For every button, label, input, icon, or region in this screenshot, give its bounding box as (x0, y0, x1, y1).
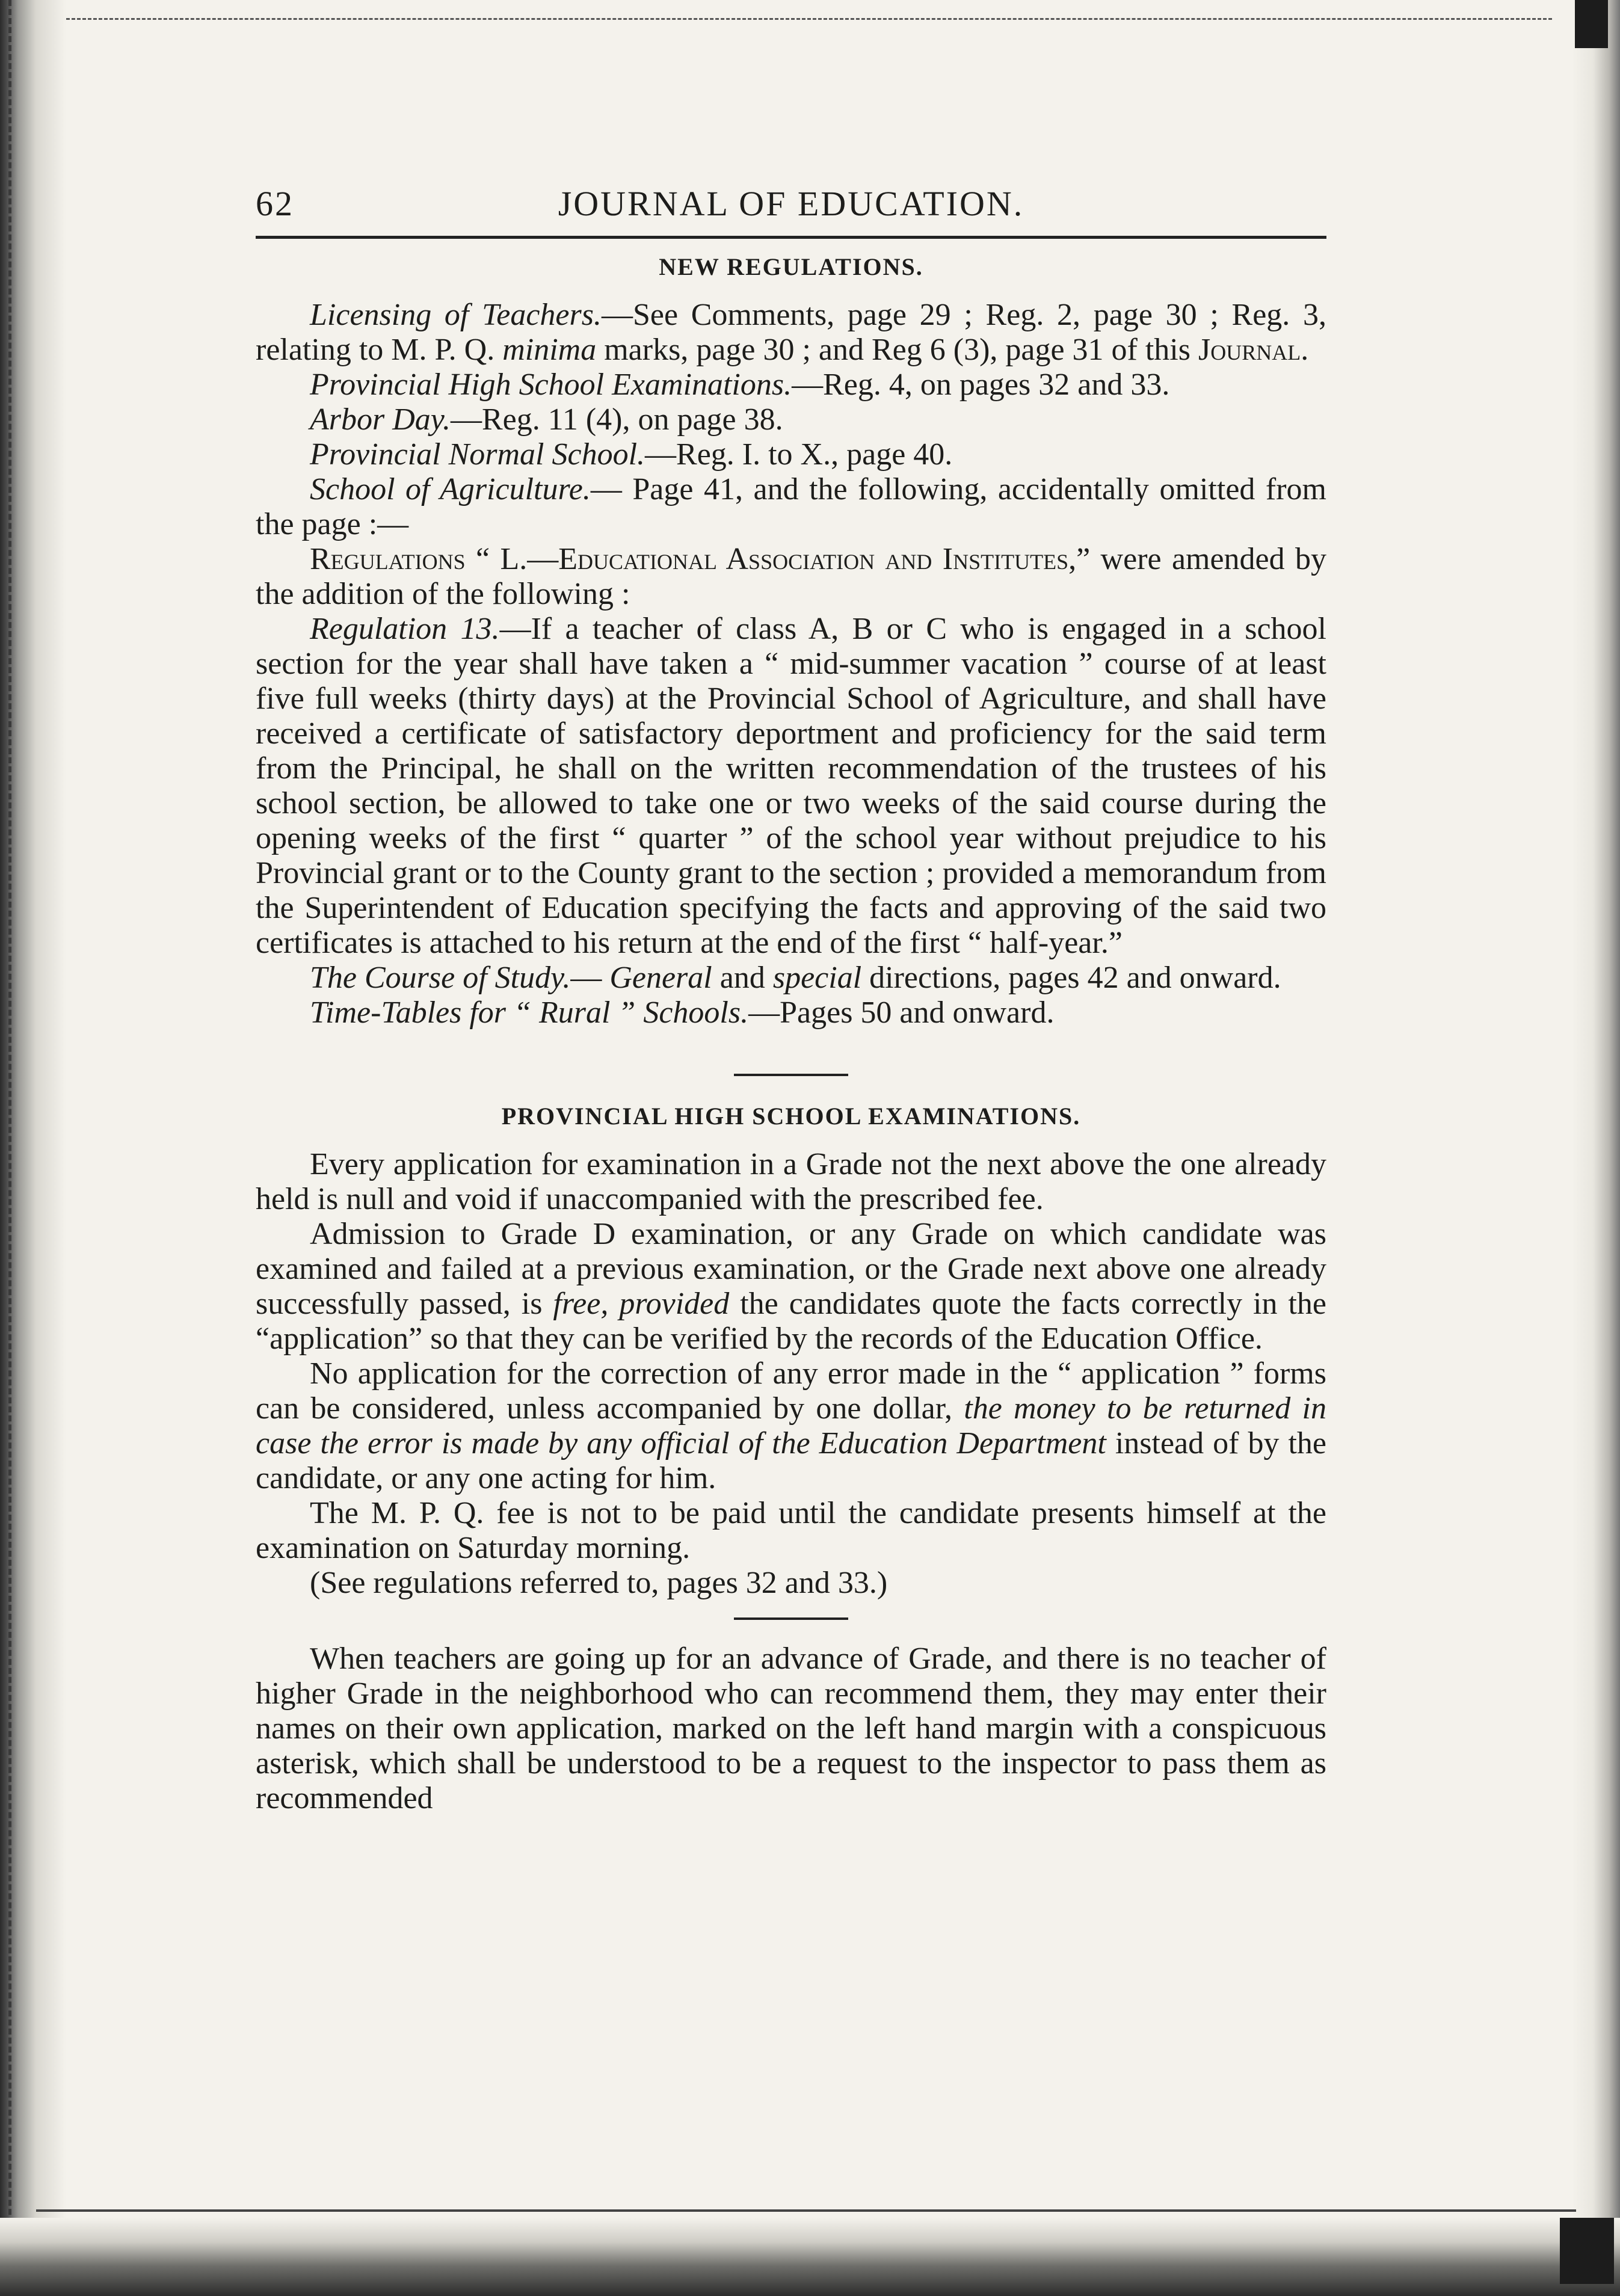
journal-page (256, 174, 1326, 1816)
text-run: — Page 41, and the following, accidentally omitted from the page :— (256, 472, 1326, 541)
italic-term: Provincial High School Examinations. (310, 368, 792, 402)
paragraph-regulation-13 (256, 612, 1326, 961)
text-run: —See Comments, page 29 ; Reg. 2, page 30 ; Reg. 3, relating to M. P. Q. (256, 298, 1326, 367)
paragraph-arbor-day (256, 402, 1326, 437)
italic-term: School of Agriculture. (310, 472, 591, 506)
italic-term: Schools. (643, 996, 749, 1030)
scan-corner-top-right (1575, 0, 1608, 48)
italic-term: Provincial Normal School. (310, 437, 645, 472)
italic-term: Regulation 13. (310, 612, 500, 646)
paragraph-advance-of-grade: When teachers are going up for an advance of Grade, and there is no teacher of higher Grade in the neighborhood who can recommend them, they may enter their names on their own application, marked on the left hand margin with a conspicuous asterisk, which shall be understood to be a request to the inspector to pass them as recommended (256, 1642, 1326, 1815)
text-run: directions, pages 42 and onward. (861, 961, 1281, 995)
text-run: —Reg. 11 (4), on page 38. (451, 402, 783, 437)
paragraph-time-tables (256, 996, 1326, 1030)
scan-edge-right (1572, 0, 1620, 2296)
scan-edge-bottom (0, 2218, 1620, 2296)
italic-term: General (609, 961, 712, 995)
text-run: “ L.— (465, 542, 559, 576)
section-divider (734, 1074, 848, 1076)
page-header (256, 174, 1326, 223)
italic-term: the money to be returned in case the error is made by any official of the Education Department (256, 1391, 1326, 1460)
text-run: —If a teacher of class A, B or C who is engaged in a school section for the year shall have taken a “ mid-summer vacation ” course of at least five full weeks (thirty days) at the Provincial School of Agriculture, and shall have received a certificate of satisfactory deportment and proficiency for the said term from the Principal, he shall on the written recommendation of the trustees of his school section, be allowed to take one or two weeks of the said course during the opening weeks of the first “ quarter ” of the school year without prejudice to his Provincial grant or to the County grant to the section ; provided a memorandum from the Superintendent of Education specifying the facts and approving of the said two certificates is attached to his return at the end of the first “ half-year.” (256, 612, 1327, 960)
italic-term: Licensing of Teachers. (310, 298, 602, 332)
text-run: —Reg. 4, on pages 32 and 33. (792, 368, 1170, 402)
italic-term: The Course of Study. (310, 961, 571, 995)
text-run: Admission to Grade D examination, or any Grade on which candidate was examined and failed at a previous examination, or the Grade next above one already successfully passed, is (256, 1217, 1326, 1321)
paragraph-correction-of-error (256, 1356, 1326, 1496)
paragraph-application-fee: Every application for examination in a Grade not the next above the one already held is null and void if unaccompanied with the prescribed fee. (256, 1147, 1326, 1216)
italic-term: Rural (538, 996, 611, 1030)
paragraph-normal-school (256, 437, 1326, 472)
text-run: the candidates quote the facts correctly in the “application” so that they can be verified by the records of the Education Office. (256, 1287, 1327, 1356)
page-number: 62 (256, 184, 294, 223)
italic-term: ” (610, 996, 644, 1030)
text-run: marks, page 30 ; and Reg 6 (3), page 31 of this (596, 333, 1198, 367)
paragraph-licensing (256, 298, 1326, 368)
paragraph-see-regulations: (See regulations referred to, pages 32 and 33.) (310, 1566, 888, 1600)
section-heading-new-regulations: NEW REGULATIONS. (659, 253, 923, 280)
text-run: —Reg. I. to X., page 40. (645, 437, 953, 472)
italic-term: Arbor Day. (310, 402, 451, 437)
text-run: No application for the correction of any error made in the “ application ” forms can be considered, unless accompanied by one dollar, (256, 1356, 1326, 1426)
paragraph-admission-grade-d (256, 1217, 1326, 1356)
paragraph-high-school-exams (256, 368, 1326, 402)
italic-term: minima (502, 333, 597, 367)
section-divider (734, 1617, 848, 1620)
scan-top-border (66, 18, 1552, 20)
text-run: —Pages 50 and onward. (748, 996, 1055, 1030)
paragraph-school-of-agriculture (256, 472, 1326, 542)
scan-corner-bottom-right (1560, 2218, 1614, 2284)
italic-term: special (772, 961, 862, 995)
paragraph-regulations-amended (256, 542, 1326, 612)
small-caps-term: Educational Association and Institutes, (558, 542, 1077, 576)
running-title: JOURNAL OF EDUCATION. (558, 184, 1024, 223)
text-run: instead of by the candidate, or any one acting for him. (256, 1426, 1326, 1495)
small-caps-term: Regulations (310, 542, 466, 576)
paragraph-mpq-fee: The M. P. Q. fee is not to be paid until the candidate presents himself at the examination on Saturday morning. (256, 1496, 1326, 1565)
small-caps-term: Journal. (1198, 333, 1309, 367)
text-run: ” were amended by the addition of the following : (256, 542, 1327, 611)
paragraph-course-of-study (256, 961, 1326, 996)
scan-bottom-border (36, 2209, 1576, 2212)
text-run: and (712, 961, 773, 995)
text-run: — (570, 961, 610, 995)
header-rule (256, 236, 1326, 239)
italic-term: Time-Tables for “ (310, 996, 539, 1030)
section-heading-high-school-examinations: PROVINCIAL HIGH SCHOOL EXAMINATIONS. (501, 1103, 1081, 1130)
italic-term: free, provided (553, 1287, 730, 1321)
scan-edge-left (0, 0, 66, 2296)
